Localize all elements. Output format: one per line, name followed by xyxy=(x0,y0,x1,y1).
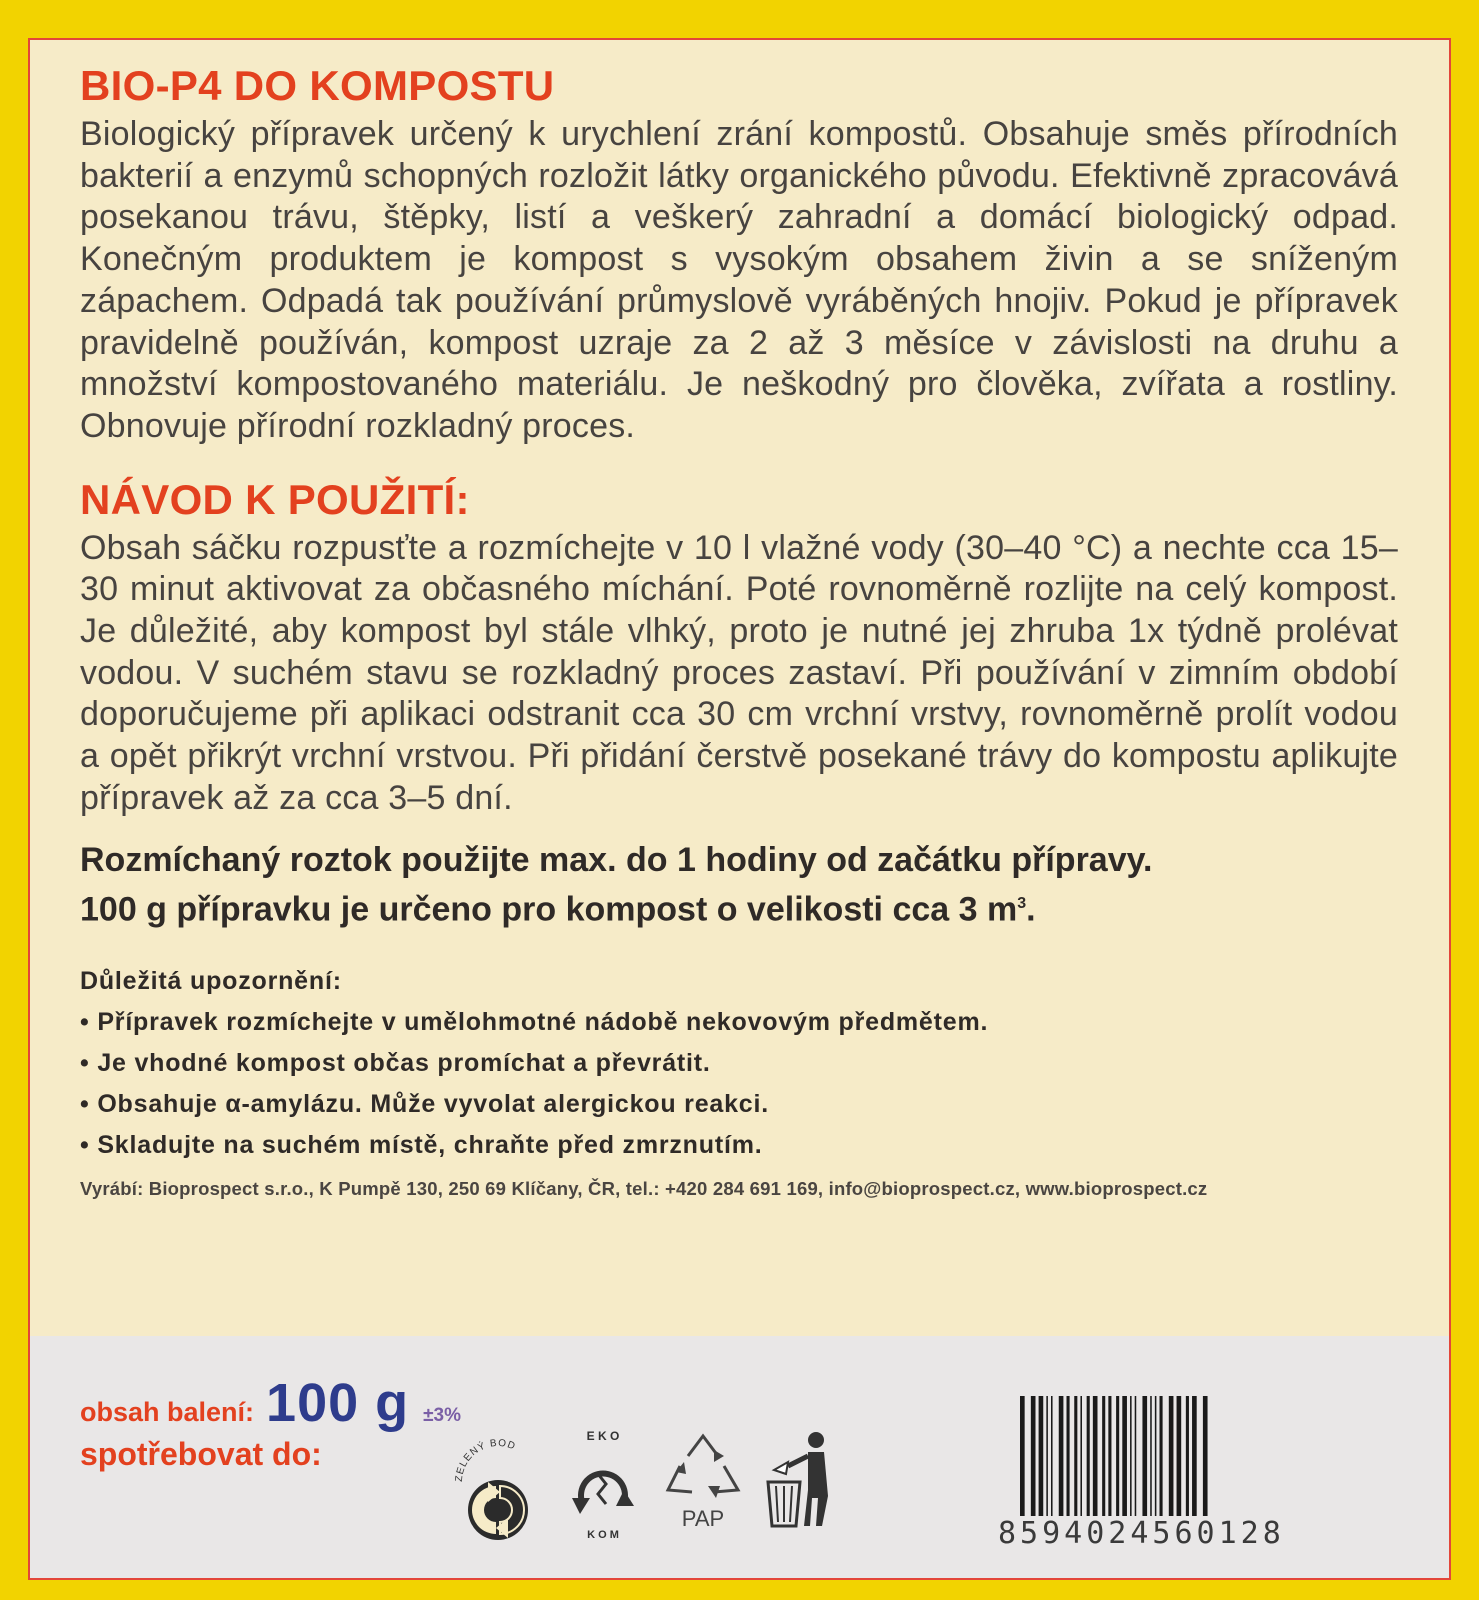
barcode-number: 8594024560128 xyxy=(998,1516,1285,1551)
eko-bottom-text: K O M xyxy=(587,1529,619,1541)
usage-note-2-text: 100 g přípravku je určeno pro kompost o velikosti cca 3 m xyxy=(80,889,1018,928)
barcode-bar xyxy=(1177,1396,1182,1516)
tidyman-icon xyxy=(758,1426,838,1546)
barcode-bar xyxy=(1093,1396,1098,1516)
barcode-bar xyxy=(1116,1396,1119,1516)
barcode-bar xyxy=(1108,1396,1111,1516)
barcode-bar xyxy=(1067,1396,1070,1516)
net-content xyxy=(80,1372,461,1434)
usage-notes xyxy=(80,838,1398,931)
barcode-bar xyxy=(1130,1396,1132,1516)
warnings-list xyxy=(80,1002,1398,1166)
barcode-bar xyxy=(1169,1396,1174,1516)
barcode-bar xyxy=(1046,1396,1048,1516)
eko-top-text: E K O xyxy=(586,1429,620,1443)
net-label: obsah balení: xyxy=(80,1397,255,1427)
bottom-info-strip xyxy=(30,1336,1449,1580)
ekokom-icon xyxy=(558,1426,648,1546)
label-content xyxy=(80,62,1398,1200)
svg-text:ZELENÝ BOD xyxy=(454,1438,517,1483)
barcode-bar xyxy=(1150,1396,1152,1516)
expiry-label: spotřebovat do: xyxy=(80,1436,322,1472)
warnings xyxy=(80,961,1398,1166)
usage-note-1: Rozmíchaný roztok použijte max. do 1 hodiny od začátku přípravy. xyxy=(80,840,1153,879)
barcode-bar xyxy=(1160,1396,1163,1516)
barcode-bar xyxy=(1122,1396,1127,1516)
barcode-bar xyxy=(1142,1396,1147,1516)
usage-note-2 xyxy=(80,882,1398,931)
barcode-bar xyxy=(1031,1396,1036,1516)
recycling-icons xyxy=(448,1426,828,1546)
barcode-bar xyxy=(1155,1396,1157,1516)
barcode-bar xyxy=(1192,1396,1197,1516)
recycle-pap-icon xyxy=(658,1426,748,1546)
product-title: BIO-P4 DO KOMPOSTU xyxy=(80,62,555,109)
barcode-bar xyxy=(1087,1396,1090,1516)
warning-item: • Přípravek rozmíchejte v umělohmotné nádobě nekovovým předmětem. xyxy=(80,1002,1398,1043)
warning-item: • Skladujte na suchém místě, chraňte před zmrznutím. xyxy=(80,1125,1398,1166)
barcode-bar xyxy=(1080,1396,1082,1516)
barcode-bar xyxy=(1203,1396,1208,1516)
warning-item: • Je vhodné kompost občas promíchat a převrátit. xyxy=(80,1043,1398,1084)
warning-item: • Obsahuje α-amylázu. Může vyvolat alergickou reakci. xyxy=(80,1084,1398,1125)
green-dot-icon xyxy=(448,1426,548,1546)
barcode-bar xyxy=(1074,1396,1077,1516)
barcode-bar xyxy=(1186,1396,1189,1516)
usage-note-2-end: . xyxy=(1026,889,1036,928)
barcode-bar xyxy=(1059,1396,1064,1516)
warnings-title: Důležitá upozornění: xyxy=(80,966,342,995)
pap-text: PAP xyxy=(681,1506,725,1531)
usage-title: NÁVOD K POUŽITÍ: xyxy=(80,475,470,523)
barcode-bar xyxy=(1039,1396,1044,1516)
green-dot-text: ZELENÝ BOD xyxy=(453,1437,518,1483)
manufacturer-info: Vyrábí: Bioprospect s.r.o., K Pumpě 130, 250 69 Klíčany, ČR, tel.: +420 284 691 169, info@bioprospect.cz, www.bioprospect.cz xyxy=(80,1177,1208,1199)
label-panel xyxy=(28,38,1451,1580)
cubic-sup: 3 xyxy=(1017,894,1027,912)
barcode-bar xyxy=(1051,1396,1053,1516)
usage-text: Obsah sáčku rozpusťte a rozmíchejte v 10 l vlažné vody (30–40 °C) a nechte cca 15–30 minut aktivovat za občasného míchání. Poté rovnoměrně rozlijte na celý kompost. Je důležité, aby kompost byl stále vlhký, proto je nutné jej zhruba 1x týdně prolévat vodou. V suchém stavu se rozkladný proces zastaví. Při používání v zimním období doporučujeme při aplikaci odstranit cca 30 cm vrchní vrstvy, rovnoměrně prolít vodou a opět přikrýt vrchní vrstvou. Při přidání čerstvě posekané trávy do kompostu aplikujte přípravek až za cca 3–5 dní. xyxy=(80,528,1398,817)
barcode-bar xyxy=(1135,1396,1137,1516)
barcode-bar xyxy=(1020,1396,1025,1516)
net-value: 100 g xyxy=(266,1373,410,1433)
product-description: Biologický přípravek určený k urychlení zrání kompostů. Obsahuje směs přírodních bakterií a enzymů schopných rozložit látky organického původu. Efektivně zpracovává posekanou trávu, štěpky, listí a veškerý zahradní a domácí biologický odpad. Konečným produktem je kompost s vysokým obsahem živin a se sníženým zápachem. Odpadá tak používání průmyslově vyráběných hnojiv. Pokud je přípravek pravidelně používán, kompost uzraje za 2 až 3 měsíce v závislosti na druhu a množství kompostovaného materiálu. Je neškodný pro člověka, zvířata a rostliny. Obnovuje přírodní rozkladný proces. xyxy=(80,115,1398,445)
net-tolerance: ±3% xyxy=(423,1405,462,1426)
barcode-bar xyxy=(1102,1396,1105,1516)
